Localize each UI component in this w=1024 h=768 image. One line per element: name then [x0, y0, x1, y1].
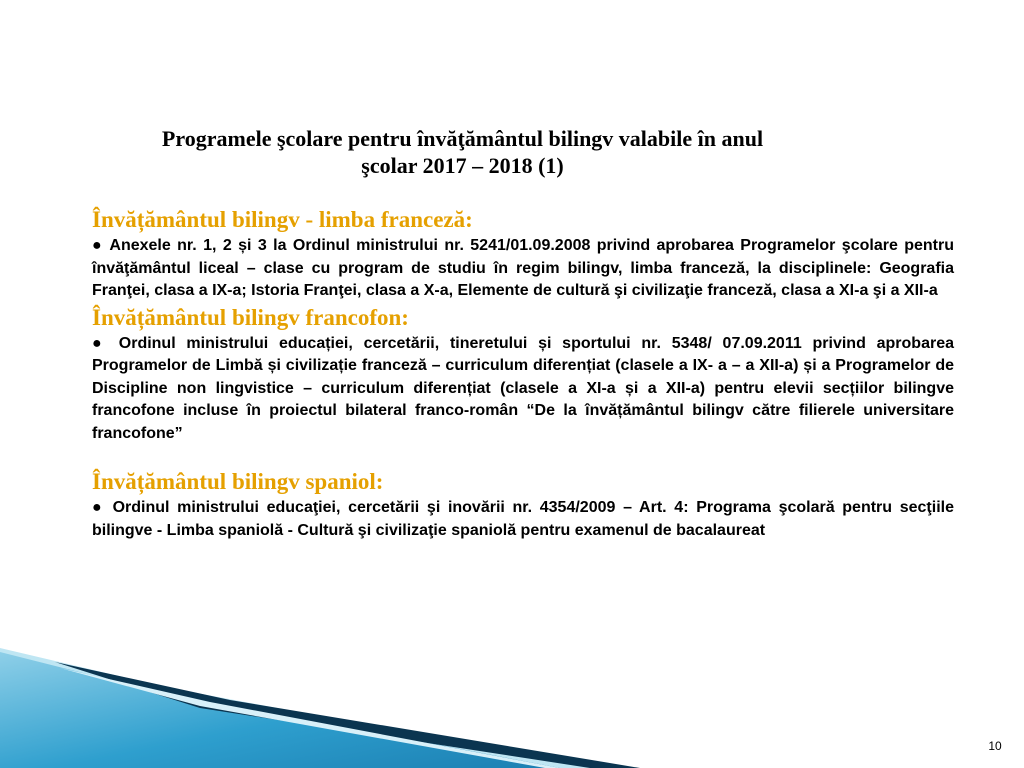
section-body-spaniol: ● Ordinul ministrului educaţiei, cercetării şi inovării nr. 4354/2009 – Art. 4: Programa şcolară pentru secţiile bilingve - Limba spaniolă - Cultură şi civilizaţie spaniolă pentru examenul de bacalaureat — [92, 499, 954, 539]
section-body-francofon: ● Ordinul ministrului educației, cercetării, tineretului și sportului nr. 5348/ 07.09.2011 privind aprobarea Programelor de Limbă și civilizație franceză – curriculum diferențiat (clasele a IX- a – a XII-a) și a Programelor de Discipline non lingvistice – curriculum diferențiat (clasele a XI-a și a XII-a) pentru elevii secțiilor bilingve francofone incluse în proiectul bilateral franco-român “De la învățământul bilingv către filierele universitare francofone” — [92, 334, 954, 442]
slide-title-line-2: şcolar 2017 – 2018 (1) — [361, 153, 564, 178]
section-body-franceza: ● Anexele nr. 1, 2 și 3 la Ordinul ministrului nr. 5241/01.09.2008 privind aprobarea Programelor şcolare pentru învăţământul liceal – clase cu program de studiu în regim bilingv, limba franceză, la disciplinele: Geografia Franţei, clasa a IX-a; Istoria Franţei, clasa a X-a, Elemente de cultură şi civilizaţie franceză, clasa a XI-a şi a XII-a — [92, 237, 954, 299]
slide-title — [60, 125, 865, 179]
section-heading-franceza: Învățământul bilingv - limba franceză: — [92, 207, 473, 232]
section-heading-francofon: Învățământul bilingv francofon: — [92, 304, 409, 330]
page-number: 10 — [988, 739, 1002, 753]
slide-content — [92, 205, 954, 542]
section-spacer — [92, 445, 954, 467]
section-heading-spaniol: Învățământul bilingv spaniol: — [92, 469, 384, 494]
slide-title-line-1: Programele şcolare pentru învăţământul bilingv valabile în anul — [161, 126, 764, 151]
